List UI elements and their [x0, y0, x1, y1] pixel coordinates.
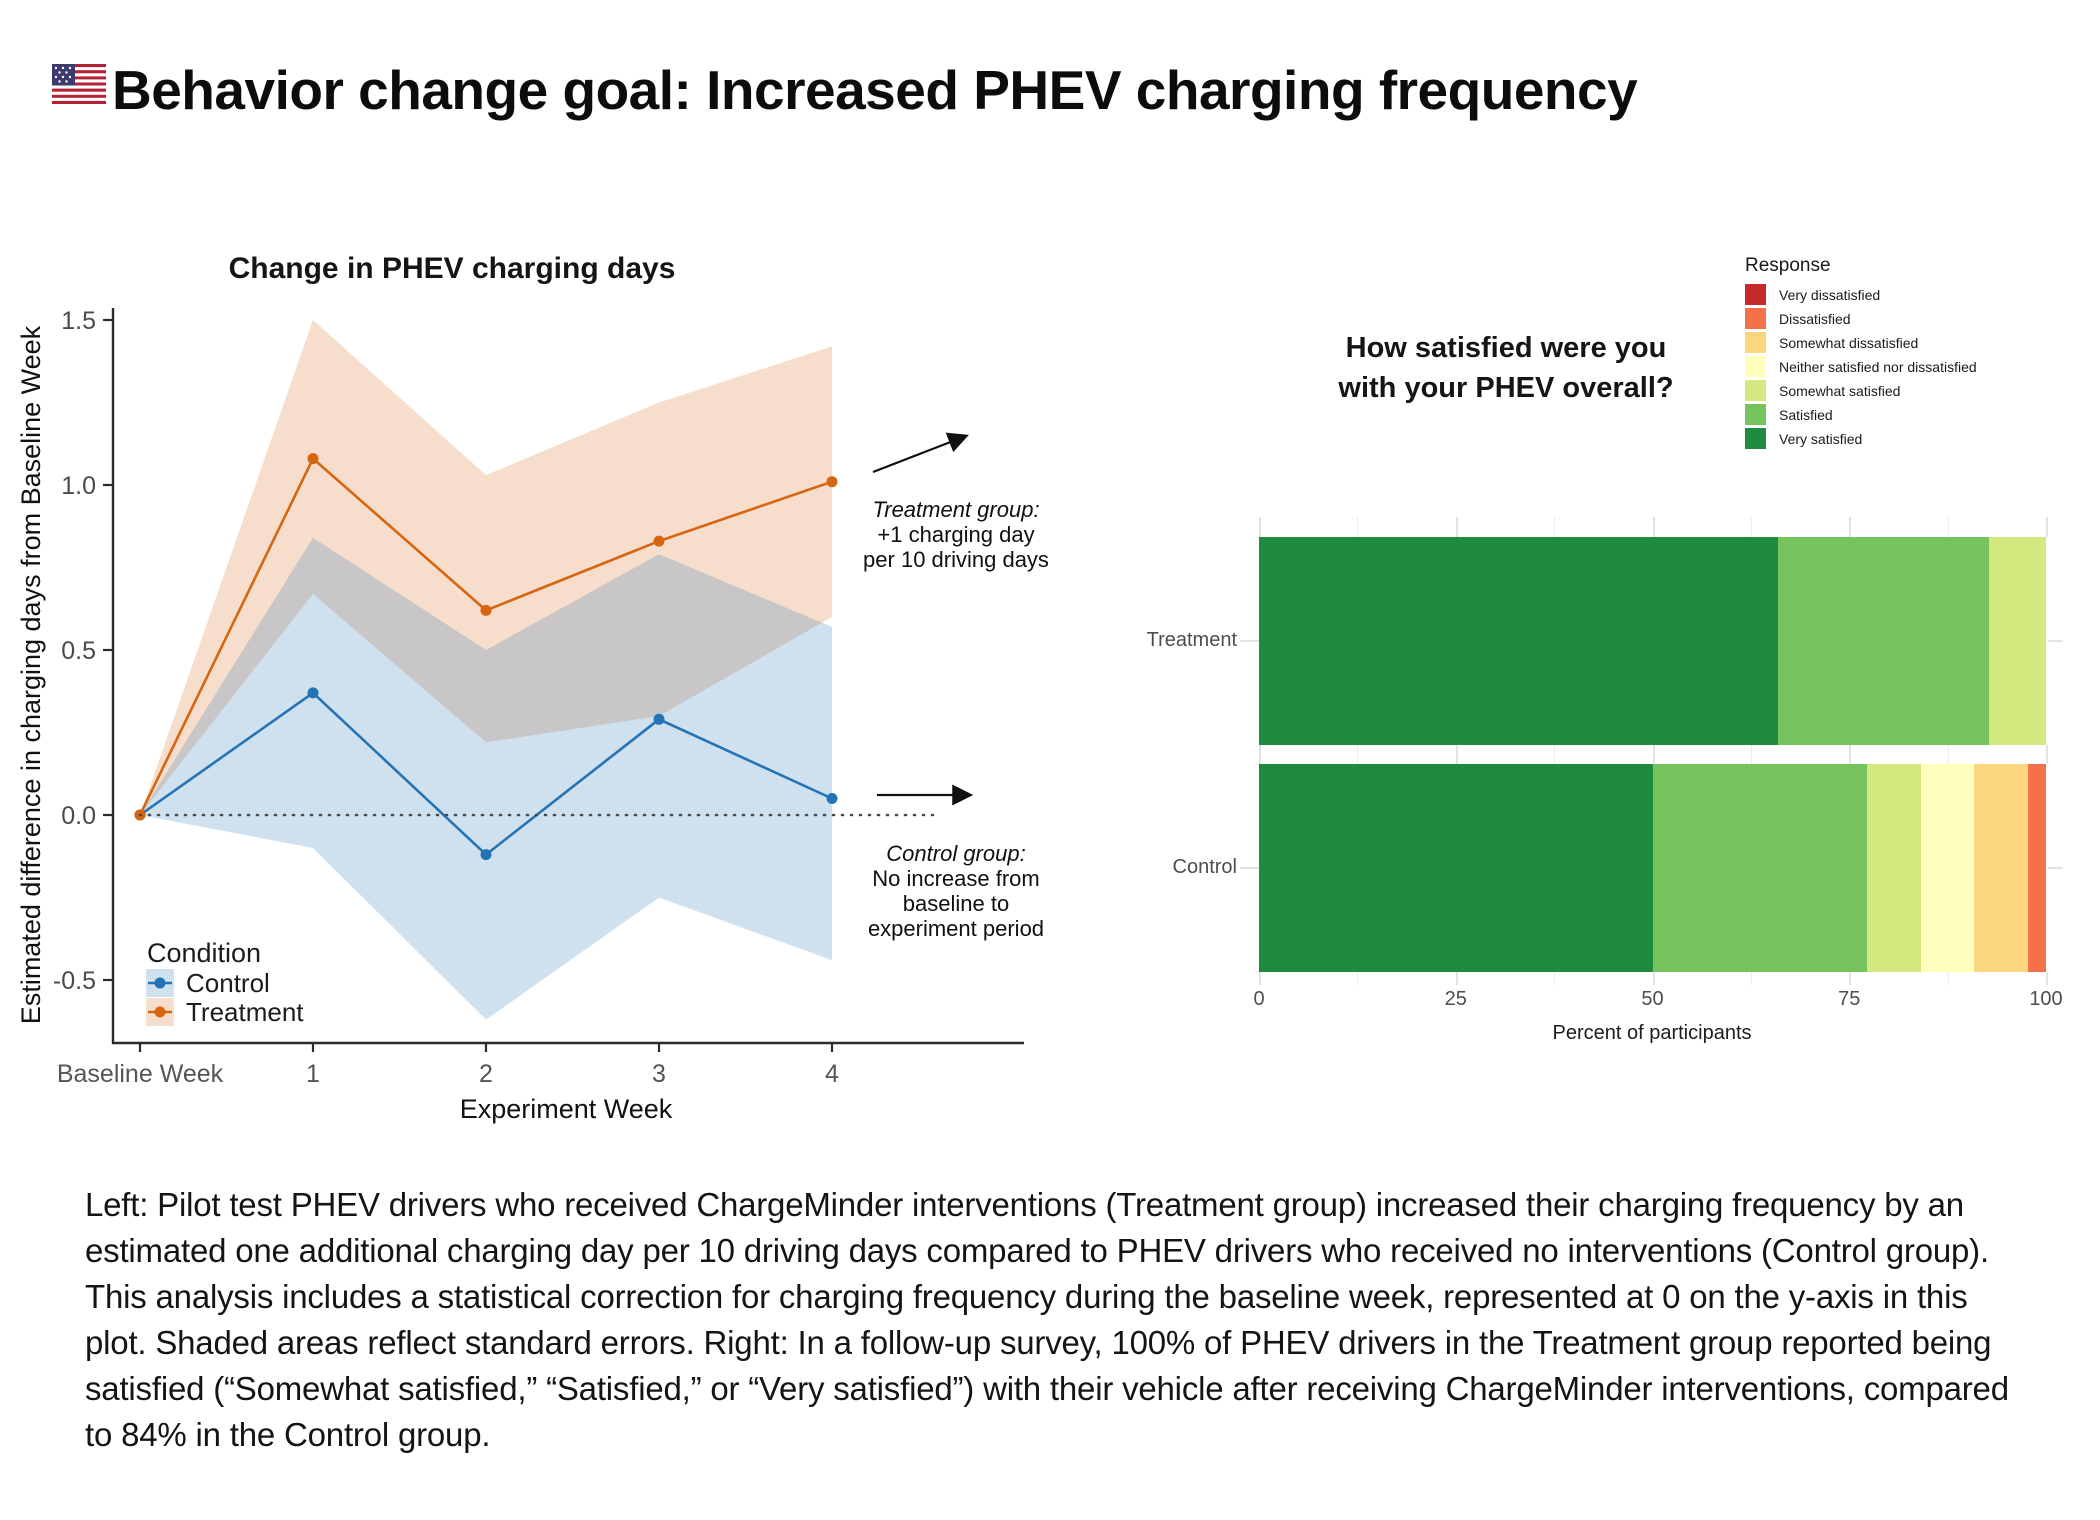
- annotation-line: +1 charging day: [877, 522, 1035, 547]
- condition-legend-title: Condition: [147, 938, 262, 968]
- bar-segment-somewhat-satisfied: [1989, 537, 2048, 745]
- y-tick-label: 0.5: [61, 637, 96, 665]
- response-legend-label: Dissatisfied: [1779, 310, 1851, 327]
- legend-key-point: [155, 978, 166, 989]
- bar-x-axis-title: Percent of participants: [1552, 1022, 1752, 1044]
- bar-chart-title-line2: with your PHEV overall?: [1338, 372, 1674, 404]
- bar-x-tick-label: 50: [1641, 988, 1664, 1010]
- treatment-point: [481, 605, 492, 616]
- annotation-line: baseline to: [902, 891, 1010, 916]
- bar-chart-title-line1: How satisfied were you: [1345, 332, 1667, 364]
- bar-segment-neither-satisfied-nor-dissatisfied: [1921, 764, 1977, 972]
- bar-x-tick-label: 25: [1444, 988, 1467, 1010]
- response-legend-title: Response: [1745, 255, 1831, 276]
- y-tick-label: 0.0: [61, 802, 96, 830]
- control-point: [481, 849, 492, 860]
- bar-row-label: Control: [1172, 856, 1237, 878]
- response-legend-label: Very satisfied: [1779, 430, 1863, 447]
- annotation-line: Treatment group:: [872, 497, 1040, 522]
- control-point: [308, 687, 319, 698]
- control-annotation: [816, 841, 1096, 941]
- y-tick-label: 1.0: [61, 472, 96, 500]
- response-legend-label: Somewhat satisfied: [1779, 382, 1901, 399]
- annotation-line: experiment period: [867, 916, 1045, 941]
- y-tick-label: -0.5: [52, 967, 96, 995]
- page-title: Behavior change goal: Increased PHEV charging frequency: [112, 59, 1638, 121]
- annotation-line: Control group:: [886, 841, 1026, 866]
- y-axis-title: Estimated difference in charging days from Baseline Week: [16, 325, 46, 1025]
- treatment-annotation: [816, 497, 1096, 572]
- x-tick-label: Baseline Week: [56, 1060, 224, 1088]
- figure-caption: Left: Pilot test PHEV drivers who received ChargeMinder interventions (Treatment group) increased their charging frequency by an estimated one additional charging day per 10 driving days compared to PHEV drivers who received no interventions (Control group). This analysis includes a statistical correction for charging frequency during the baseline week, represented at 0 on the y-axis in this plot. Shaded areas reflect standard errors. Right: In a follow-up survey, 100% of PHEV drivers in the Treatment group reported being satisfied (“Somewhat satisfied,” “Satisfied,” or “Very satisfied”) with their vehicle after receiving ChargeMinder interventions, compared to 84% in the Control group.: [85, 1186, 2009, 1453]
- bar-x-tick-label: 0: [1253, 988, 1265, 1010]
- y-tick-marks: [103, 320, 113, 980]
- condition-legend-items: [146, 968, 304, 1027]
- treatment-point: [654, 536, 665, 547]
- line-chart: [0, 170, 1060, 1130]
- treatment-point: [308, 453, 319, 464]
- treatment-annotation-arrow: [873, 436, 966, 472]
- response-legend-label: Somewhat dissatisfied: [1779, 334, 1919, 351]
- x-tick-label: 4: [825, 1060, 839, 1088]
- control-point: [827, 793, 838, 804]
- bar-x-tick-label: 75: [1838, 988, 1861, 1010]
- bar-segment-satisfied: [1653, 764, 1870, 972]
- legend-key-label: Treatment: [186, 997, 304, 1027]
- bar-segment-somewhat-dissatisfied: [1974, 764, 2030, 972]
- bar-segment-dissatisfied: [2028, 764, 2048, 972]
- annotation-line: per 10 driving days: [863, 547, 1049, 572]
- annotation-line: No increase from: [872, 866, 1040, 891]
- x-tick-label: 1: [306, 1060, 320, 1088]
- y-tick-label: 1.5: [61, 307, 96, 335]
- bar-chart: [1100, 170, 2100, 1090]
- line-chart-series-layer: [135, 320, 838, 1020]
- bar-segment-very-satisfied: [1259, 764, 1655, 972]
- bar-row-label: Treatment: [1146, 629, 1237, 651]
- control-point: [654, 714, 665, 725]
- legend-key-point: [155, 1007, 166, 1018]
- bar-x-tick-label: 100: [2029, 988, 2063, 1010]
- response-legend-label: Satisfied: [1779, 406, 1833, 423]
- bar-plot-area: [1100, 170, 2100, 1090]
- us-flag-icon: [52, 64, 106, 109]
- legend-key-label: Control: [186, 968, 270, 998]
- x-axis-title: Experiment Week: [459, 1094, 673, 1124]
- bar-segment-somewhat-satisfied: [1867, 764, 1923, 972]
- x-tick-label: 2: [479, 1060, 493, 1088]
- bar-segment-satisfied: [1778, 537, 1991, 745]
- response-legend-label: Very dissatisfied: [1779, 286, 1881, 303]
- treatment-point: [827, 476, 838, 487]
- condition-legend: [146, 938, 304, 1027]
- x-tick-marks: [140, 1043, 832, 1052]
- x-tick-label: 3: [652, 1060, 666, 1088]
- bar-segment-very-satisfied: [1259, 537, 1780, 745]
- response-legend-label: Neither satisfied nor dissatisfied: [1779, 358, 1977, 375]
- line-chart-title: Change in PHEV charging days: [228, 252, 676, 285]
